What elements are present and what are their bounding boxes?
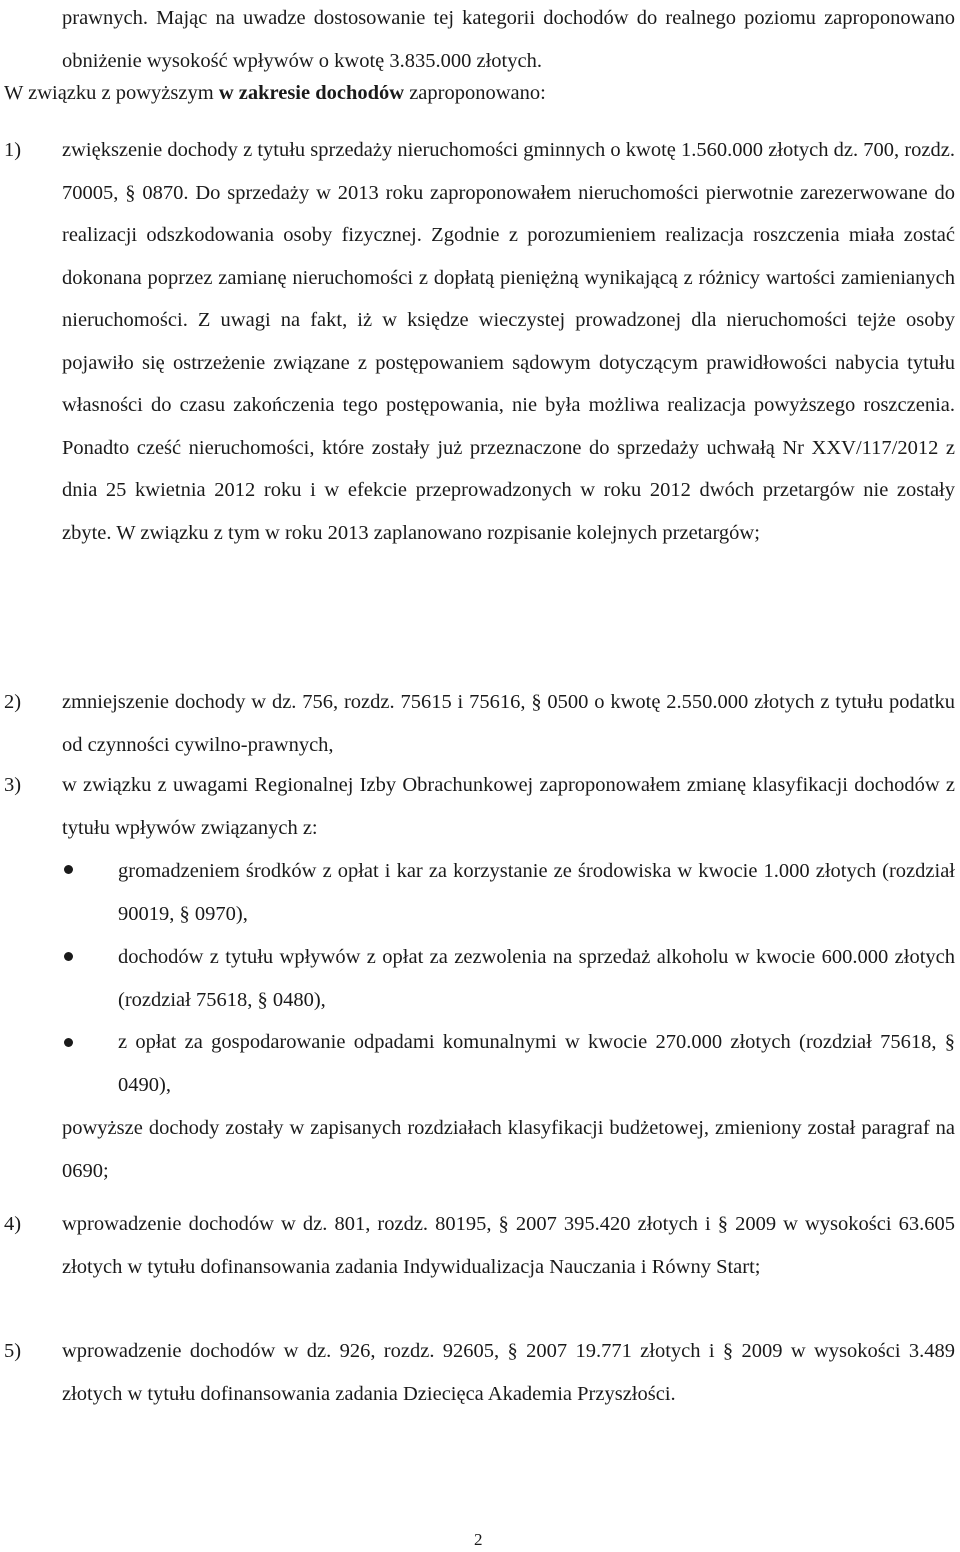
item-3-bullet-1: gromadzeniem środków z opłat i kar za korzystanie ze środowiska w kwocie 1.000 złotych (rozdział 90019, § 0970), xyxy=(118,860,955,925)
bullet-icon xyxy=(64,865,73,874)
item-1-number: 1) xyxy=(4,139,22,161)
item-4-text: wprowadzenie dochodów w dz. 801, rozdz. 80195, § 2007 395.420 złotych i § 2009 w wysokości 63.605 złotych w tytułu dofinansowania zadania Indywidualizacja Nauczania i Równy Start; xyxy=(62,1213,955,1278)
item-3-bullet-3: z opłat za gospodarowanie odpadami komunalnymi w kwocie 270.000 złotych (rozdział 75618, § 0490), xyxy=(118,1031,955,1096)
intro-bold-phrase: w zakresie dochodów xyxy=(218,82,405,104)
item-2-text: zmniejszenie dochody w dz. 756, rozdz. 75615 i 75616, § 0500 o kwotę 2.550.000 złotych z tytułu podatku od czynności cywilno-prawnych, xyxy=(62,691,955,756)
page-number: 2 xyxy=(474,1530,483,1549)
item-3-after: powyższe dochody zostały w zapisanych rozdziałach klasyfikacji budżetowej, zmieniony został paragraf na 0690; xyxy=(62,1117,955,1182)
item-5-text: wprowadzenie dochodów w dz. 926, rozdz. 92605, § 2007 19.771 złotych i § 2009 w wysokości 3.489 złotych w tytułu dofinansowania zadania Dziecięca Akademia Przyszłości. xyxy=(62,1340,955,1405)
item-4-number: 4) xyxy=(4,1213,22,1235)
item-5-number: 5) xyxy=(4,1340,22,1362)
item-2-number: 2) xyxy=(4,691,22,713)
bullet-icon xyxy=(64,1038,73,1047)
item-3-number: 3) xyxy=(4,774,22,796)
intro-paragraph: prawnych. Mając na uwadze dostosowanie tej kategorii dochodów do realnego poziomu zaproponowano obniżenie wysokość wpływów o kwotę 3.835.000 złotych. xyxy=(62,7,955,72)
item-3-bullet-2: dochodów z tytułu wpływów z opłat za zezwolenia na sprzedaż alkoholu w kwocie 600.000 złotych (rozdział 75618, § 0480), xyxy=(118,946,955,1011)
item-3-text: w związku z uwagami Regionalnej Izby Obrachunkowej zaproponowałem zmianę klasyfikacji dochodów z tytułu wpływów związanych z: xyxy=(62,774,955,839)
bullet-icon xyxy=(64,952,73,961)
intro-lead: W związku z powyższym w zakresie dochodów zaproponowano: xyxy=(4,82,546,104)
item-1-text: zwiększenie dochody z tytułu sprzedaży nieruchomości gminnych o kwotę 1.560.000 złotych dz. 700, rozdz. 70005, § 0870. Do sprzedaży w 2013 roku zaproponowałem nieruchomości pierwotnie zarezerwowane do realizacji odszkodowania osoby fizycznej. Zgodnie z porozumieniem realizacja roszczenia miała zostać dokonana poprzez zamianę nieruchomości z dopłatą pieniężną wynikającą z różnicy wartości zamienianych nieruchomości. Z uwagi na fakt, iż w księdze wieczystej prowadzonej dla nieruchomości tejże osoby pojawiło się ostrzeżenie związane z postępowaniem sądowym dotyczącym prawidłowości nabycia tytułu własności do czasu zakończenia tego postępowania, nie była możliwa realizacja powyższego roszczenia. Ponadto cześć nieruchomości, które zostały już przeznaczone do sprzedaży uchwałą Nr XXV/117/2012 z dnia 25 kwietnia 2012 roku i w efekcie przeprowadzonych w roku 2012 dwóch przetargów nie zostały zbyte. W związku z tym w roku 2013 zaplanowano rozpisanie kolejnych przetargów; xyxy=(62,139,955,544)
